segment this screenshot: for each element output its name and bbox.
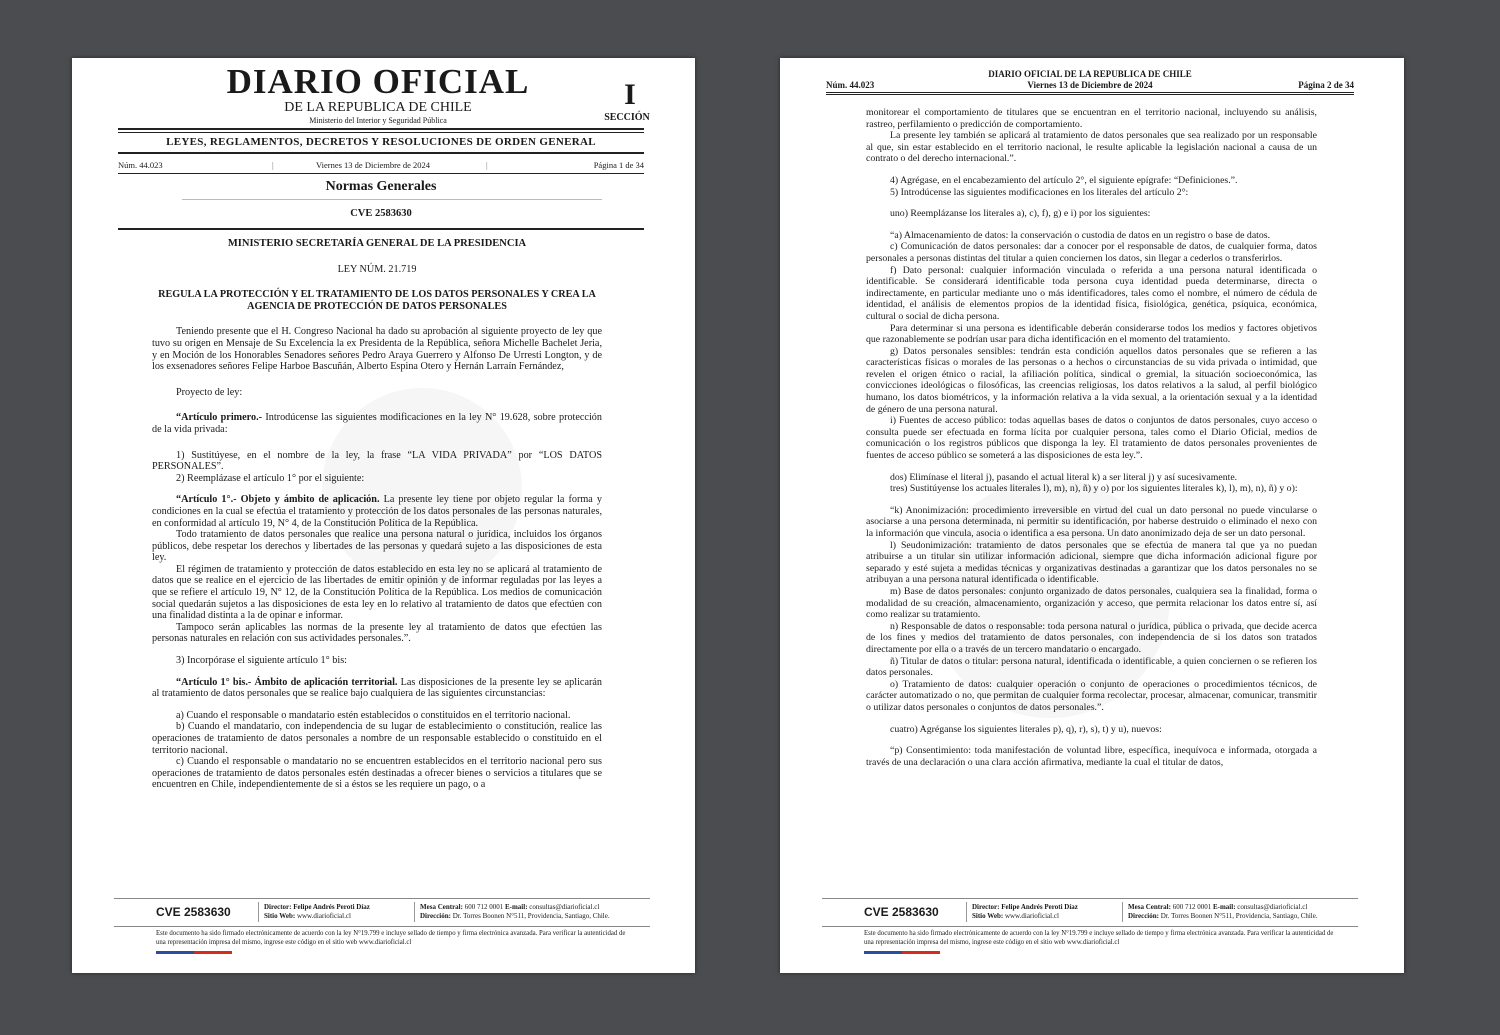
paragraph: g) Datos personales sensibles: tendrán esta condición aquellos datos personales que se refieren a las características físicas o morales de las personas o a hechos o circunstancias de su vida privada o intimidad, que revelen el origen étnico o racial, la afiliación política, sindical o gremial, la situación socioeconómica, las convicciones ideológicas o filosóficas, las creencias religiosas, los datos relativos a la salud, al perfil biológico humano, los datos biométricos, y la información relativa a la vida sexual, a la orientación sexual y a la identidad de género de una persona natural. [866,345,1317,415]
paragraph-text: Introdúcense las siguientes modificaciones en la ley N° 19.628, sobre protección de la vida privada: [152,412,602,435]
section-label: SECCIÓN [604,112,650,123]
paragraph-text: La presente ley tiene por objeto regular la forma y condiciones en la cual se efectúa el tratamiento y protección de los datos personales de las personas naturales, en conformidad al artículo 19, N° 4, de la Constitución Política de la República. [152,494,602,529]
paragraph: dos) Elimínase el literal j), pasando el actual literal k) a ser literal j) y así sucesivamente. [890,471,1238,483]
divider [826,92,1354,93]
paragraph: 2) Reemplázase el artículo 1° por el siguiente: [176,472,365,484]
flag-stripe [156,951,232,954]
law-number: LEY NÚM. 21.719 [337,263,417,275]
flag-stripe [864,951,940,954]
article-heading: “Artículo 1°.- Objeto y ámbito de aplicación. [176,494,380,506]
divider [118,228,644,230]
paragraph [152,494,602,529]
paragraph: f) Dato personal: cualquier información vinculada o referida a una persona natural identificada o identificable. Se considerará identificable toda persona cuya identidad pueda determinarse, directa o indirectamente, en particular mediante uno o más identificadores, tales como el nombre, el número de cédula de identidad, el análisis de elementos propios de la identidad física, fisiológica, genética, psíquica, económica, cultural o social de dicha persona. [866,264,1317,322]
paragraph: 5) Introdúcense las siguientes modificaciones en los literales del artículo 2°: [890,186,1189,198]
newspaper-title: DIARIO OFICIAL [226,62,530,101]
footer-contact: Mesa Central: 600 712 0001 E-mail: consultas@diarioficial.cl Dirección: Dr. Torres Boonen N°511, Providencia, Santiago, Chile. [1128,903,1318,920]
viewer-toolbar [0,0,1500,58]
divider [118,152,644,154]
paragraph: 1) Sustitúyese, en el nombre de la ley, la frase “LA VIDA PRIVADA” por “LOS DATOS PERSONALES”. [152,449,602,473]
paragraph: Tampoco serán aplicables las normas de la presente ley al tratamiento de datos que efectúen las personas naturales en relación con sus actividades personales.”. [152,621,602,645]
document-body [152,238,602,791]
paragraph [152,677,602,700]
paragraph: 4) Agrégase, en el encabezamiento del artículo 2°, el siguiente epígrafe: “Definiciones.”. [890,174,1238,186]
paragraph: “p) Consentimiento: toda manifestación de voluntad libre, específica, inequívoca e informada, otorgada a través de una declaración o una clara acción afirmativa, mediante la cual el titular de datos, [866,745,1317,768]
paragraph: El régimen de tratamiento y protección de datos establecido en esta ley no se aplicará al tratamiento de datos que se realice en el ejercicio de las libertades de emitir opinión y de informar reguladas por las leyes a que se refiere el artículo 19, N° 12, de la Constitución Política de la República. Los medios de comunicación social quedarán sujetos a las disposiciones de esta ley en lo relativo al tratamiento de datos que efectúen con una finalidad distinta a la de opinar e informar. [152,563,602,622]
article-heading: “Artículo primero.- [176,412,263,424]
paragraph: cuatro) Agréganse los siguientes literales p), q), r), s), t) y u), nuevos: [890,723,1162,735]
laws-banner: LEYES, REGLAMENTOS, DECRETOS Y RESOLUCIONES DE ORDEN GENERAL [166,136,596,148]
paragraph: tres) Sustitúyense los actuales literales l), m), n), ñ) y o) por los siguientes literales k), l), m), n), ñ) y o): [890,483,1298,495]
paragraph: a) Cuando el responsable o mandatario estén establecidos o constituidos en el territorio nacional. [176,709,571,721]
issue-number: Núm. 44.023 [826,80,875,90]
signature-note: Este documento ha sido firmado electrónicamente de acuerdo con la ley N°19.799 e incluye sellado de tiempo y firma electrónica avanzada. Para verificar la autenticidad de una representación impresa del mismo, ingrese este código en el sitio web www.diarioficial.cl [864,930,1334,946]
footer-director: Director: Felipe Andrés Peroti Díaz Sitio Web: www.diarioficial.cl [264,903,370,920]
footer-cve: CVE 2583630 [156,905,231,919]
footer-director: Director: Felipe Andrés Peroti Díaz Sitio Web: www.diarioficial.cl [972,903,1078,920]
issue-date: Viernes 13 de Diciembre de 2024 [1027,80,1153,90]
section-number: I [624,78,636,111]
law-title: REGULA LA PROTECCIÓN Y EL TRATAMIENTO DE LOS DATOS PERSONALES Y CREA LA AGENCIA DE PROTECCIÓN DE DATOS PERSONALES [158,289,596,312]
article-heading: “Artículo 1° bis.- Ámbito de aplicación territorial. [176,676,398,688]
divider [826,94,1354,95]
paragraph: “k) Anonimización: procedimiento irreversible en virtud del cual un dato personal no puede vincularse o asociarse a una persona determinada, ni permitir su identificación, por haberse destruido o eliminado el nexo con la información que vincula, asocia o identifica a esa persona. Un dato anonimizado deja de ser un dato personal. [866,504,1317,539]
paragraph: ñ) Titular de datos o titular: persona natural, identificada o identificable, a quien conciernen o se refieren los datos personales. [866,655,1317,679]
document-page-2 [780,58,1404,973]
paragraph: i) Fuentes de acceso público: todas aquellas bases de datos o conjuntos de datos personales, cuyo acceso o consulta puede ser efectuada en forma lícita por cualquier persona, tales como el Diario Oficial, medios de comunicación o los registros públicos que disponga la ley. El tratamiento de datos personales provenientes de fuentes de acceso público se someterá a las disposiciones de esta ley.”. [866,415,1317,462]
divider [118,173,644,174]
footer-contact: Mesa Central: 600 712 0001 E-mail: consultas@diarioficial.cl Dirección: Dr. Torres Boonen N°511, Providencia, Santiago, Chile. [420,903,610,920]
page-number: Página 1 de 34 [593,160,644,170]
divider [182,199,602,200]
issue-date: Viernes 13 de Diciembre de 2024 [316,160,430,170]
section-heading: Normas Generales [325,179,437,194]
paragraph: c) Cuando el responsable o mandatario no se encuentren establecidos en el territorio nacional pero sus operaciones de tratamiento de datos personales estén destinadas a ofrecer bienes o servicios a titulares que se encuentren en Chile, independientemente de si a éstos se les requiere un pago, o a [152,756,602,791]
paragraph: Para determinar si una persona es identificable deberán considerarse todos los medios y factores objetivos que razonablemente se podrían usar para dicha identificación en el momento del tratamiento. [866,322,1317,346]
paragraph: l) Seudonimización: tratamiento de datos personales que se efectúa de manera tal que ya no puedan atribuirse a un titular sin utilizar información adicional, siempre que dicha información adicional figure por separado y esté sujeta a medidas técnicas y organizativas destinadas a garantizar que los datos personales no se atribuyan a una persona natural identificada o identificable. [866,539,1317,586]
header-title: DIARIO OFICIAL DE LA REPUBLICA DE CHILE [988,69,1192,79]
paragraph: Teniendo presente que el H. Congreso Nacional ha dado su aprobación al siguiente proyecto de ley que tuvo su origen en Mensaje de Su Excelencia la ex Presidenta de la República, señora Michelle Bachelet Jeria, y en Moción de los Honorables Senadores señores Pedro Araya Guerrero y Alfonso De Urresti Longton, y de los exsenadores señores Felipe Harboe Bascuñán, Alberto Espina Otero y Hernán Larraín Fernández, [152,326,602,373]
document-page-1: DIARIO OFICIAL DE LA REPUBLICA DE CHILE Ministerio del Interior y Seguridad Pública I SECCIÓN LEYES, REGLAMENTOS, DECRETOS Y RESOLUCIONES DE ORDEN GENERAL Núm. 44.023 | Viernes 13 de Diciembre de 2024 | Página 1 de 34 Normas Generales CVE 2583630 MINISTERIO SECRETARÍA GENERAL DE LA PRESIDENCIA LEY NÚM. 21.719 REGULA LA PROTECCIÓN Y EL TRATAMIENTO DE LOS DATOS PERSONALES Y CREA LA AGENCIA DE PROTECCIÓN DE DATOS PERSONALES Teniendo presente que el H. Congreso Nacional ha dado su aprobación al siguiente proyecto de ley que tuvo su origen en Mensaje de Su Excelencia la ex Presidenta de la República, señora Michelle Bachelet Jeria, y en Moción de los Honorables Senadores señores Pedro Araya Guerrero y Alfonso De Urresti Longton, y de los exsenadores señores Felipe Harboe Bascuñán, Alberto Espina Otero y Hernán Larraín Fernández, Proyecto de ley: “Artículo primero.- Introdúcense las siguientes modificaciones en la ley N° 19.628, sobre protección de la vida privada: 1) Sustitúyese, en el nombre de la ley, la frase “LA VIDA PRIVADA” por “LOS DATOS PERSONALES”. 2) Reemplázase el artículo 1° por el siguiente: “Artículo 1°.- Objeto y ámbito de aplicación. La presente ley tiene por objeto regular la forma y condiciones en la cual se efectúa el tratamiento y protección de los datos personales de las personas naturales, en conformidad al artículo 19, N° 4, de la Constitución Política de la República. Todo tratamiento de datos personales que realice una persona natural o jurídica, incluidos los órganos públicos, debe respetar los derechos y libertades de las personas y quedará sujeto a las disposiciones de esta ley. El régimen de tratamiento y protección de datos establecido en esta ley no se aplicará al tratamiento de datos que se realice en el ejercicio de las libertades de emitir opinión y de informar reguladas por las leyes a que se refiere el artículo 19, N° 12, de la Constitución Política de la República. Los medios de comunicación social quedarán sujetos a las disposiciones de esta ley en lo relativo al tratamiento de datos que efectúen con una finalidad distinta a la de opinar e informar. Tampoco serán aplicables las normas de la presente ley al tratamiento de datos que efectúen las personas naturales en relación con sus actividades personales.”. 3) Incorpórase el siguiente artículo 1° bis: “Artículo 1° bis.- Ámbito de aplicación territorial. Las disposiciones de la presente ley se aplicarán al tratamiento de datos personales que se realice bajo cualquiera de las siguientes circunstancias: a) Cuando el responsable o mandatario estén establecidos o constituidos en el territorio nacional. b) Cuando el mandatario, con independencia de su lugar de establecimiento o constitución, realice las operaciones de tratamiento de datos personales a nombre de un responsable establecido o constituido en el territorio nacional. c) Cuando el responsable o mandatario no se encuentren establecidos en el territorio nacional pero sus operaciones de tratamiento de datos personales estén destinadas a ofrecer bienes o servicios a titulares que se encuentren en Chile, independientemente de si a éstos se les requiere un pago, o a CVE 2583630 Director: Felipe Andrés Peroti Díaz Sitio Web: www.diarioficial.cl Mesa Central: 600 712 0001 E-mail: consultas@diarioficial.cl Dirección: Dr. Torres Boonen N°511, Providencia, Santiago, Chile. Este documento ha sido firmado electrónicamente de acuerdo con la ley N°19.799 e incluye sellado de tiempo y firma electrónica avanzada. Para verificar la autenticidad de una representación impresa del mismo, ingrese este código en el sitio web www.diarioficial.cl [72,58,695,973]
document-body [866,107,1317,768]
newspaper-subtitle: DE LA REPUBLICA DE CHILE [284,100,472,115]
paragraph [152,412,602,435]
ministry-heading: MINISTERIO SECRETARÍA GENERAL DE LA PRESIDENCIA [227,238,527,249]
paragraph: 3) Incorpórase el siguiente artículo 1° bis: [176,655,347,667]
cve-code: CVE 2583630 [350,208,412,219]
paragraph: m) Base de datos personales: conjunto organizado de datos personales, cualquiera sea la finalidad, forma o modalidad de su creación, almacenamiento, organización y acceso, que permita relacionar los datos entre sí, así como realizar su tratamiento. [866,585,1317,621]
paragraph: c) Comunicación de datos personales: dar a conocer por el responsable de datos, de cualquier forma, datos personales a personas distintas del titular a quien conciernen los datos, sin llegar a cederlos o transferirlos. [866,241,1317,264]
paragraph: uno) Reemplázanse los literales a), c), f), g) e i) por los siguientes: [890,208,1151,220]
paragraph: Proyecto de ley: [176,386,243,398]
paragraph: monitorear el comportamiento de titulares que se encuentran en el territorio nacional, incluyendo su análisis, rastreo, perfilamiento o predicción de comportamiento. [866,107,1317,130]
signature-note: Este documento ha sido firmado electrónicamente de acuerdo con la ley N°19.799 e incluye sellado de tiempo y firma electrónica avanzada. Para verificar la autenticidad de una representación impresa del mismo, ingrese este código en el sitio web www.diarioficial.cl [156,930,626,946]
ministry-line: Ministerio del Interior y Seguridad Pública [309,116,447,125]
paragraph: Todo tratamiento de datos personales que realice una persona natural o jurídica, incluidos los órganos públicos, debe respetar los derechos y libertades de las personas y quedará sujeto a las disposiciones de esta ley. [152,529,602,564]
paragraph: b) Cuando el mandatario, con independencia de su lugar de establecimiento o constitución, realice las operaciones de tratamiento de datos personales a nombre de un responsable establecido o constituido en el territorio nacional. [152,721,602,756]
paragraph: n) Responsable de datos o responsable: toda persona natural o jurídica, pública o privada, que decide acerca de los fines y medios del tratamiento de datos personales, con independencia de si los datos son tratados directamente por ella o a través de un tercero mandatario o encargado. [866,620,1317,655]
paragraph: La presente ley también se aplicará al tratamiento de datos personales que sea realizado por un responsable al que, sin estar establecido en el territorio nacional, le resulte aplicable la legislación nacional a causa de un contrato o del derecho internacional.”. [866,130,1317,165]
paragraph-text: Las disposiciones de la presente ley se aplicarán al tratamiento de datos personales que se realice bajo cualquiera de las siguientes circunstancias: [152,676,602,700]
page-number: Página 2 de 34 [1298,80,1354,90]
paragraph: o) Tratamiento de datos: cualquier operación o conjunto de operaciones o procedimientos técnicos, de carácter automatizado o no, que permitan de cualquier forma recolectar, procesar, almacenar, comunicar, transmitir o utilizar datos personales o conjuntos de datos personales.”. [866,678,1317,713]
paragraph: “a) Almacenamiento de datos: la conservación o custodia de datos en un registro o base de datos. [890,229,1271,241]
issue-number: Núm. 44.023 [118,160,163,170]
footer-cve: CVE 2583630 [864,905,939,919]
divider [118,132,644,133]
divider [118,128,644,130]
